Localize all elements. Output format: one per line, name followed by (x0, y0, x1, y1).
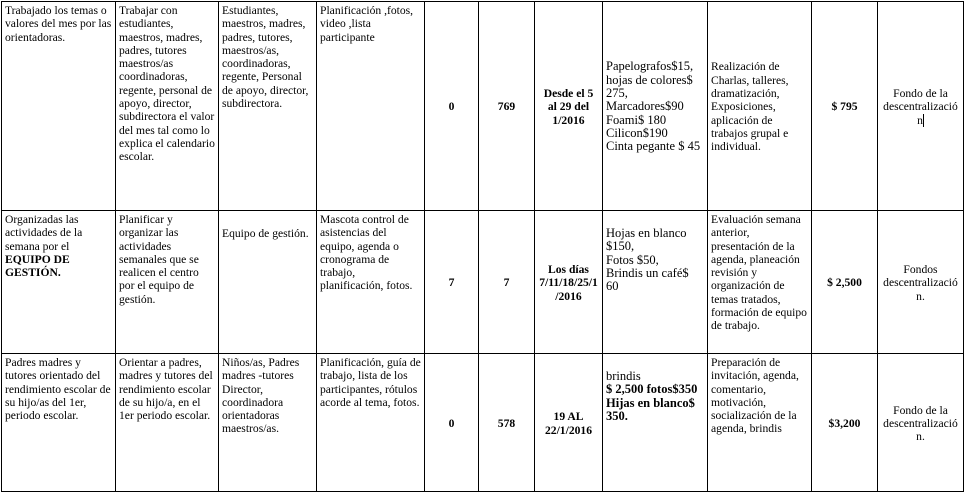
fuente-text[interactable]: Fondo de la descentralización (883, 87, 958, 127)
material-line: Hojas en blanco $150, (606, 226, 687, 254)
costo-cell: $ 795 (812, 2, 878, 211)
actividad-cell: Trabajado los temas o valores del mes por las orientadoras. (2, 2, 116, 211)
material-line: Brindis un café$ 60 (606, 265, 689, 294)
count-cell: 0 (425, 354, 479, 492)
fecha-cell: Los días 7/11/18/25/1/2016 (535, 211, 603, 354)
count-cell: 769 (479, 2, 535, 211)
activities-table (1, 1, 964, 492)
table-row (2, 2, 964, 211)
objetivo-cell: Planificar y organizar las actividades semanales que se realicen el centro por el equipo de gestión. (116, 211, 219, 354)
estrategias-cell: Preparación de invitación, agenda, comentario, motivación, socialización de la agenda, brindis (708, 354, 812, 492)
participantes-cell: Estudiantes, maestros, madres, padres, tutores, maestros/as, coordinadoras, regente, Personal de apoyo, director, subdirectora. (219, 2, 317, 211)
table-row (2, 211, 964, 354)
actividad-text: Organizadas las actividades de la semana por el (5, 213, 83, 253)
costo-cell: $3,200 (812, 354, 878, 492)
count-cell: 7 (479, 211, 535, 354)
material-line: Papelografos$15, (606, 59, 694, 74)
costo-cell: $ 2,500 (812, 211, 878, 354)
objetivo-cell: Orientar a padres, madres y tutores del rendimiento escolar de su hijo/a, en el 1er periodo escolar. (116, 354, 219, 492)
actividad-bold-text: EQUIPO DE GESTIÓN. (5, 252, 70, 280)
material-line: Fotos $50, (606, 252, 659, 267)
materiales-cell (603, 211, 708, 354)
material-line: brindis (606, 369, 641, 383)
recursos-cell: Planificación, guía de trabajo, lista de los participantes, rótulos acorde al tema, fotos. (317, 354, 425, 492)
material-line: Cilicon$190 (606, 125, 668, 140)
count-cell: 578 (479, 354, 535, 492)
fecha-cell: Desde el 5 al 29 del 1/2016 (535, 2, 603, 211)
estrategias-cell: Realización de Charlas, talleres, dramatización, Exposiciones, aplicación de trabajos grupal e individual. (708, 2, 812, 211)
participantes-cell: Equipo de gestión. (219, 211, 317, 354)
material-line: $ 2,500 fotos$350 (606, 382, 698, 397)
material-line: Marcadores$90 (606, 99, 684, 114)
fuente-cell (878, 2, 964, 211)
material-line: Foami$ 180 (606, 112, 667, 127)
table-row (2, 354, 964, 492)
recursos-cell: Planificación ,fotos, video ,lista participante (317, 2, 425, 211)
actividad-cell (2, 211, 116, 354)
participantes-cell: Niños/as, Padres madres -tutores Director, coordinadora orientadoras maestros/as. (219, 354, 317, 492)
count-cell: 0 (425, 2, 479, 211)
material-line: Cinta pegante $ 45 (606, 139, 701, 154)
fuente-cell: Fondos descentralización. (878, 211, 964, 354)
recursos-cell: Mascota control de asistencias del equipo, agenda o cronograma de trabajo, planificación, fotos. (317, 211, 425, 354)
objetivo-cell: Trabajar con estudiantes, maestros, madres, padres, tutores maestros/as coordinadoras, regente, personal de apoyo, director, subdirectora el valor del mes tal como lo explica el calendario escolar. (116, 2, 219, 211)
material-line: Hijas en blanco$ 350. (606, 395, 695, 423)
material-line: hojas de colores$ 275, (606, 72, 693, 101)
fuente-cell: Fondo de la descentralización. (878, 354, 964, 492)
actividad-cell: Padres madres y tutores orientado del rendimiento escolar de su hijo/as del 1er, periodo escolar. (2, 354, 116, 492)
fecha-cell: 19 AL 22/1/2016 (535, 354, 603, 492)
materiales-cell (603, 2, 708, 211)
estrategias-cell: Evaluación semana anterior, presentación de la agenda, planeación revisión y organización de temas tratados, formación de equipo de trabajo. (708, 211, 812, 354)
materiales-cell (603, 354, 708, 492)
count-cell: 7 (425, 211, 479, 354)
